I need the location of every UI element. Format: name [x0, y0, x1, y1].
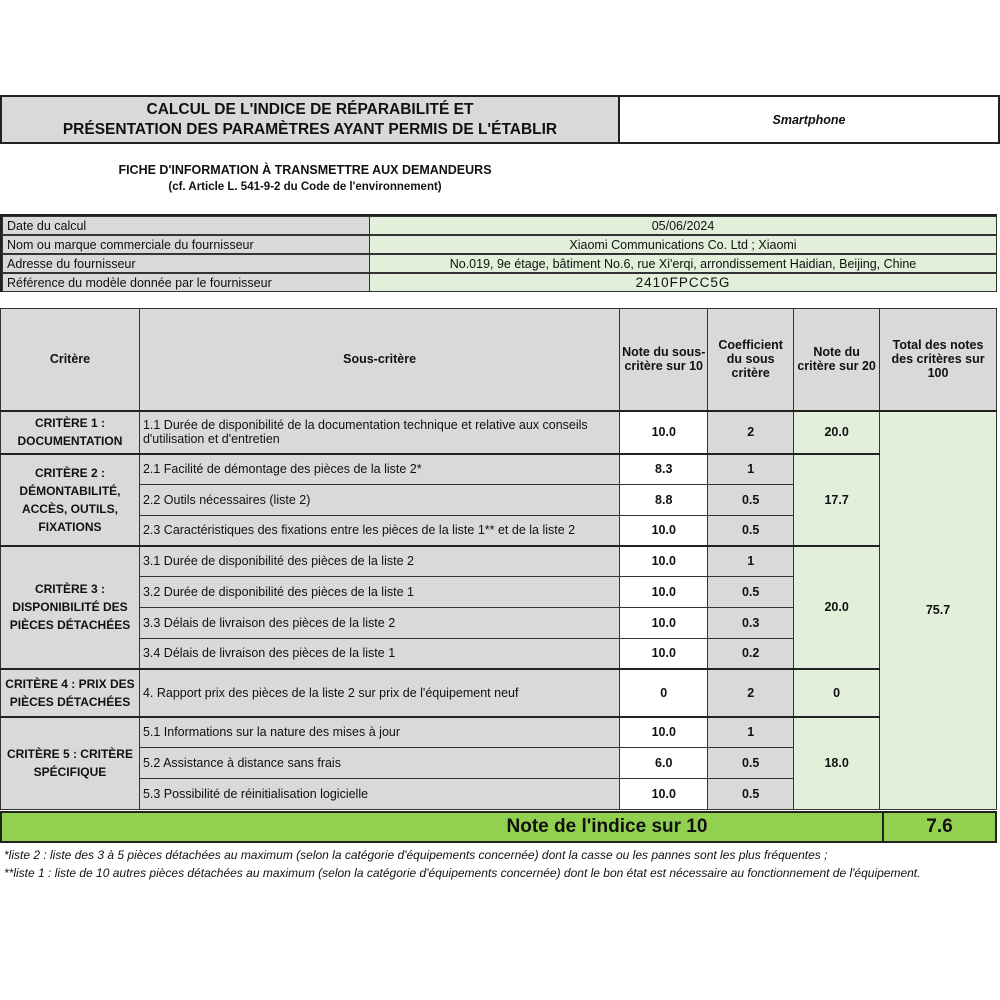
sub-coef: 1	[708, 546, 794, 577]
total-score: 75.7	[880, 411, 997, 810]
info-value: 2410FPCC5G	[370, 273, 997, 292]
header-sous-critere: Sous-critère	[139, 309, 619, 411]
sub-note: 8.8	[620, 485, 708, 516]
sub-coef: 0.2	[708, 639, 794, 669]
sub-criterion: 3.3 Délais de livraison des pièces de la liste 2	[139, 608, 619, 639]
info-row-date	[2, 216, 997, 235]
sub-criterion: 1.1 Durée de disponibilité de la documentation technique et relative aux conseils d'utilisation et d'entretien	[139, 411, 619, 454]
criterion-score: 17.7	[794, 454, 880, 546]
table-row	[1, 546, 997, 577]
table-row	[1, 454, 997, 485]
sub-criterion: 3.1 Durée de disponibilité des pièces de la liste 2	[139, 546, 619, 577]
sub-coef: 0.5	[708, 748, 794, 779]
sub-criterion: 5.3 Possibilité de réinitialisation logicielle	[139, 779, 619, 810]
header-coefficient: Coefficient du sous critère	[708, 309, 794, 411]
sub-note: 10.0	[620, 779, 708, 810]
sub-note: 10.0	[620, 717, 708, 748]
header-note-sous-critere: Note du sous-critère sur 10	[620, 309, 708, 411]
table-row	[1, 717, 997, 748]
fiche-title: FICHE D'INFORMATION À TRANSMETTRE AUX DEMANDEURS	[118, 163, 492, 177]
fiche-reference: (cf. Article L. 541-9-2 du Code de l'environnement)	[168, 181, 442, 193]
sub-note: 10.0	[620, 516, 708, 546]
sub-note: 10.0	[620, 639, 708, 669]
criterion-name: CRITÈRE 1 : DOCUMENTATION	[1, 411, 140, 454]
sub-criterion: 5.1 Informations sur la nature des mises à jour	[139, 717, 619, 748]
supplier-info-block	[0, 214, 997, 292]
criterion-name: CRITÈRE 2 : DÉMONTABILITÉ, ACCÈS, OUTILS, FIXATIONS	[1, 454, 140, 546]
index-label: Note de l'indice sur 10	[2, 813, 882, 841]
sub-note: 10.0	[620, 577, 708, 608]
sub-coef: 1	[708, 717, 794, 748]
document-title-box	[0, 95, 620, 144]
table-row	[1, 411, 997, 454]
header-note-critere: Note du critère sur 20	[794, 309, 880, 411]
title-line-2: PRÉSENTATION DES PARAMÈTRES AYANT PERMIS DE L'ÉTABLIR	[62, 120, 558, 138]
index-value: 7.6	[882, 813, 995, 841]
sub-note: 6.0	[620, 748, 708, 779]
criterion-name: CRITÈRE 5 : CRITÈRE SPÉCIFIQUE	[1, 717, 140, 810]
footnote-liste-1: **liste 1 : liste de 10 autres pièces détachées au maximum (selon la catégorie d'équipements concernée) dont le bon état est nécessaire au fonctionnement de l'équipement.	[4, 866, 921, 880]
sub-criterion: 5.2 Assistance à distance sans frais	[139, 748, 619, 779]
info-label: Nom ou marque commerciale du fournisseur	[2, 235, 370, 254]
criterion-name: CRITÈRE 3 : DISPONIBILITÉ DES PIÈCES DÉTACHÉES	[1, 546, 140, 669]
criteria-table	[0, 308, 997, 810]
criterion-score: 18.0	[794, 717, 880, 810]
sub-coef: 0.5	[708, 516, 794, 546]
title-line-1: CALCUL DE L'INDICE DE RÉPARABILITÉ ET	[146, 100, 474, 118]
repairability-index-bar	[0, 811, 997, 843]
sub-coef: 2	[708, 411, 794, 454]
info-value: No.019, 9e étage, bâtiment No.6, rue Xi'erqi, arrondissement Haidian, Beijing, Chine	[370, 254, 997, 273]
sub-coef: 1	[708, 454, 794, 485]
sub-note: 10.0	[620, 608, 708, 639]
sub-criterion: 4. Rapport prix des pièces de la liste 2 sur prix de l'équipement neuf	[139, 669, 619, 717]
sub-coef: 0.5	[708, 577, 794, 608]
info-label: Date du calcul	[2, 216, 370, 235]
sub-coef: 0.5	[708, 779, 794, 810]
info-label: Adresse du fournisseur	[2, 254, 370, 273]
sub-criterion: 3.4 Délais de livraison des pièces de la liste 1	[139, 639, 619, 669]
info-row-supplier	[2, 235, 997, 254]
sub-criterion: 2.2 Outils nécessaires (liste 2)	[139, 485, 619, 516]
header-critere: Critère	[1, 309, 140, 411]
sub-coef: 2	[708, 669, 794, 717]
product-category: Smartphone	[618, 95, 1000, 144]
info-row-address	[2, 254, 997, 273]
info-value: Xiaomi Communications Co. Ltd ; Xiaomi	[370, 235, 997, 254]
sub-criterion: 2.1 Facilité de démontage des pièces de la liste 2*	[139, 454, 619, 485]
criterion-score: 20.0	[794, 546, 880, 669]
sub-note: 8.3	[620, 454, 708, 485]
sub-coef: 0.5	[708, 485, 794, 516]
table-row	[1, 669, 997, 717]
info-label: Référence du modèle donnée par le fournisseur	[2, 273, 370, 292]
sub-note: 10.0	[620, 546, 708, 577]
header-total: Total des notes des critères sur 100	[880, 309, 997, 411]
sub-criterion: 3.2 Durée de disponibilité des pièces de la liste 1	[139, 577, 619, 608]
criterion-score: 20.0	[794, 411, 880, 454]
info-value: 05/06/2024	[370, 216, 997, 235]
footnote-liste-2: *liste 2 : liste des 3 à 5 pièces détachées au maximum (selon la catégorie d'équipements concernée) dont la casse ou les pannes sont les plus fréquentes ;	[4, 848, 828, 862]
fiche-heading	[0, 162, 610, 195]
sub-note: 0	[620, 669, 708, 717]
sub-coef: 0.3	[708, 608, 794, 639]
sub-note: 10.0	[620, 411, 708, 454]
info-row-model	[2, 273, 997, 292]
sub-criterion: 2.3 Caractéristiques des fixations entre les pièces de la liste 1** et de la liste 2	[139, 516, 619, 546]
table-header-row	[1, 309, 997, 411]
criterion-name: CRITÈRE 4 : PRIX DES PIÈCES DÉTACHÉES	[1, 669, 140, 717]
criterion-score: 0	[794, 669, 880, 717]
